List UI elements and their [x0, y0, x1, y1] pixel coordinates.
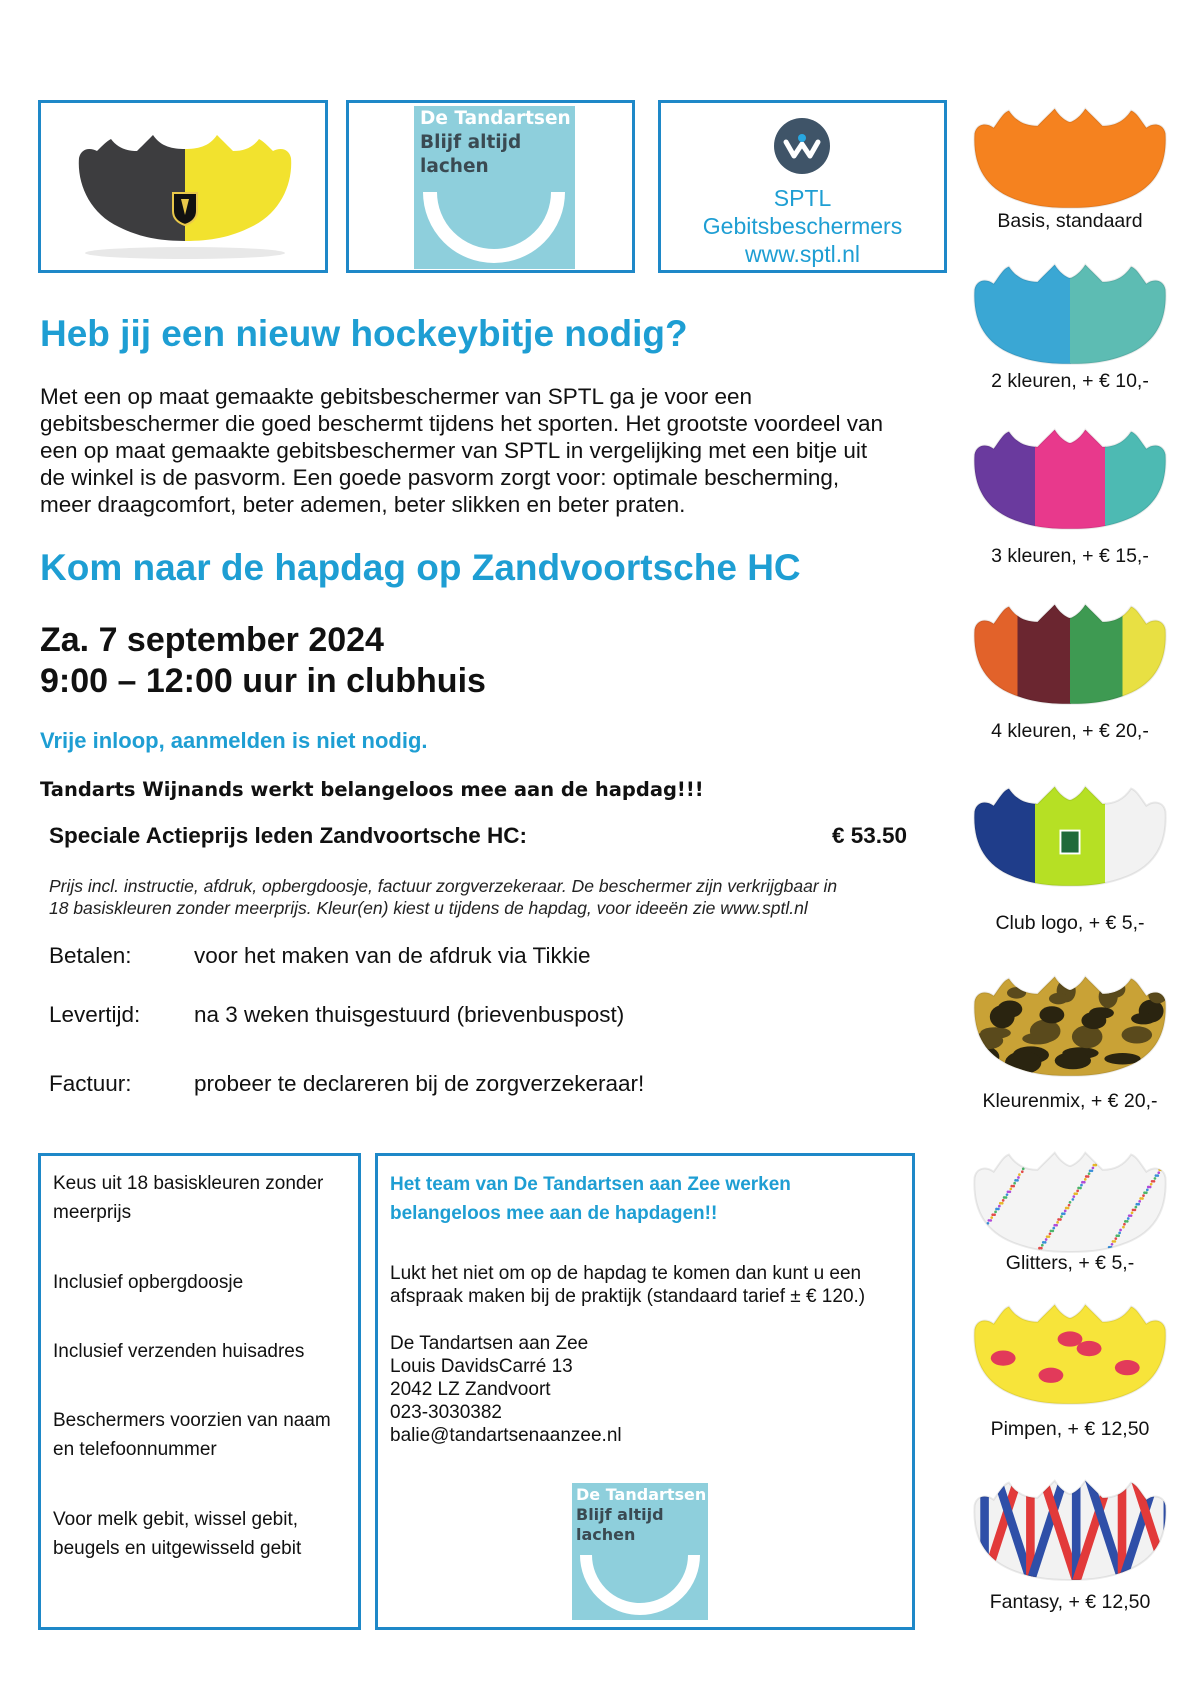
- intro-line: Met een op maat gemaakte gebitsbeschermer van SPTL ga je voor een: [40, 384, 753, 409]
- feature-item: [53, 1169, 353, 1227]
- mouthguard-option-label: 3 kleuren, + € 15,-: [991, 545, 1149, 567]
- special-price-label: Speciale Actieprijs leden Zandvoortsche HC:: [49, 823, 528, 848]
- alternative-appointment: [390, 1262, 865, 1308]
- mouthguard-option-image: [965, 423, 1175, 548]
- tandartsen-logo-small-line-1: De Tandartsen: [576, 1485, 707, 1504]
- tandartsen-logo-box: [346, 100, 635, 273]
- features-box: [38, 1153, 361, 1630]
- smile-icon: [572, 1483, 708, 1620]
- event-date: Za. 7 september 2024: [40, 621, 384, 659]
- mouthguard-option-label: 4 kleuren, + € 20,-: [991, 720, 1149, 742]
- feature-line: beugels en uitgewisseld gebit: [53, 1538, 302, 1559]
- tandartsen-logo: [414, 106, 575, 269]
- feature-line: meerprijs: [53, 1202, 132, 1223]
- alt-line: afspraak maken bij de praktijk (standaard tarief ± € 120.): [390, 1286, 866, 1307]
- alt-line: Lukt het niet om op de hapdag te komen dan kunt u een: [390, 1263, 862, 1284]
- mouthguard-option-image: [965, 1474, 1175, 1599]
- heading-hapdag: Kom naar de hapdag op Zandvoortsche HC: [40, 547, 801, 588]
- mouthguard-option-image: [965, 1298, 1175, 1423]
- info-value-factuur: probeer te declareren bij de zorgverzekeraar!: [194, 1071, 645, 1096]
- tandartsen-logo-small-line-3: lachen: [576, 1525, 636, 1544]
- info-label-factuur: Factuur:: [49, 1071, 132, 1096]
- feature-item: [53, 1337, 353, 1366]
- team-heading-line: Het team van De Tandartsen aan Zee werken: [390, 1174, 791, 1195]
- event-time: 9:00 – 12:00 uur in clubhuis: [40, 662, 486, 700]
- address-line: De Tandartsen aan Zee: [390, 1333, 589, 1354]
- mouthguard-option-label: Pimpen, + € 12,50: [990, 1418, 1150, 1440]
- team-box: [375, 1153, 915, 1630]
- feature-item: [53, 1268, 353, 1297]
- intro-line: de winkel is de pasvorm. Een goede pasvorm zorgt voor: optimale bescherming,: [40, 465, 840, 490]
- address-line: 023-3030382: [390, 1402, 502, 1423]
- walk-in-note: Vrije inloop, aanmelden is niet nodig.: [40, 728, 428, 753]
- team-heading-line: belangeloos mee aan de hapdagen!!: [390, 1203, 718, 1224]
- address-line: Louis DavidsCarré 13: [390, 1356, 573, 1377]
- intro-paragraph: [40, 383, 960, 518]
- feature-line: Voor melk gebit, wissel gebit,: [53, 1509, 299, 1530]
- mouthguard-option-image: [965, 780, 1175, 905]
- mouthguard-options: [960, 100, 1180, 1640]
- mouthguard-option-image: [965, 970, 1175, 1095]
- intro-line: een op maat gemaakte gebitsbeschermer van SPTL in vergelijking met een bitje uit: [40, 438, 868, 463]
- mouthguard-option-label: Fantasy, + € 12,50: [989, 1591, 1151, 1613]
- mouthguard-option-label: Glitters, + € 5,-: [1005, 1252, 1135, 1274]
- info-label-betalen: Betalen:: [49, 943, 132, 968]
- feature-line: Inclusief opbergdoosje: [53, 1272, 244, 1293]
- mouthguard-option-label: Basis, standaard: [997, 210, 1143, 232]
- tandartsen-logo-line-3: lachen: [420, 156, 489, 177]
- special-price-value: € 53.50: [832, 823, 908, 848]
- smile-icon: [414, 106, 575, 269]
- price-note-line: Prijs incl. instructie, afdruk, opbergdoosje, factuur zorgverzekeraar. De beschermer zijn verkrijgbaar in: [49, 876, 838, 896]
- mouthguard-option-image: [965, 102, 1175, 227]
- dentist-note: Tandarts Wijnands werkt belangeloos mee aan de hapdag!!!: [40, 778, 704, 801]
- email-link[interactable]: balie@tandartsenaanzee.nl: [390, 1425, 622, 1446]
- mouthguard-option-label: Kleurenmix, + € 20,-: [982, 1090, 1158, 1112]
- mouthguard-option-image: [965, 258, 1175, 383]
- feature-item: [53, 1406, 353, 1464]
- sptl-name: SPTL: [773, 185, 832, 211]
- price-note: [49, 875, 837, 919]
- sptl-subtitle: Gebitsbeschermers: [702, 213, 903, 239]
- sptl-logo-box: [658, 100, 947, 273]
- feature-line: Inclusief verzenden huisadres: [53, 1341, 305, 1362]
- mouthguard-option-label: Club logo, + € 5,-: [995, 912, 1145, 934]
- tandartsen-logo-line-2: Blijf altijd: [420, 132, 522, 153]
- sptl-url: www.sptl.nl: [744, 241, 861, 267]
- price-note-line: 18 basiskleuren zonder meerprijs. Kleur(en) kiest u tijdens de hapdag, voor ideeën zie www.sptl.nl: [49, 898, 808, 918]
- address-line: 2042 LZ Zandvoort: [390, 1379, 551, 1400]
- heading-hockeybitje: Heb jij een nieuw hockeybitje nodig?: [40, 313, 688, 354]
- team-heading: [390, 1170, 791, 1228]
- sptl-logo-icon: [772, 116, 832, 176]
- practice-address: [390, 1332, 622, 1447]
- tandartsen-logo-small-line-2: Blijf altijd: [576, 1505, 664, 1524]
- mouthguard-option-image: [965, 598, 1175, 723]
- tandartsen-logo-small: [572, 1483, 708, 1620]
- info-label-levertijd: Levertijd:: [49, 1002, 141, 1027]
- club-mouthguard-image: [41, 103, 325, 270]
- feature-line: en telefoonnummer: [53, 1439, 217, 1460]
- mouthguard-option-label: 2 kleuren, + € 10,-: [991, 370, 1149, 392]
- feature-line: Keus uit 18 basiskleuren zonder: [53, 1173, 324, 1194]
- tandartsen-logo-line-1: De Tandartsen: [420, 108, 571, 129]
- intro-line: gebitsbeschermer die goed beschermt tijdens het sporten. Het grootste voordeel van: [40, 411, 883, 436]
- feature-item: [53, 1505, 353, 1563]
- feature-line: Beschermers voorzien van naam: [53, 1410, 331, 1431]
- info-value-levertijd: na 3 weken thuisgestuurd (brievenbuspost): [194, 1002, 625, 1027]
- intro-line: meer draagcomfort, beter ademen, beter slikken en beter praten.: [40, 492, 686, 517]
- info-value-betalen: voor het maken van de afdruk via Tikkie: [194, 943, 591, 968]
- club-guard-image-box: [38, 100, 328, 273]
